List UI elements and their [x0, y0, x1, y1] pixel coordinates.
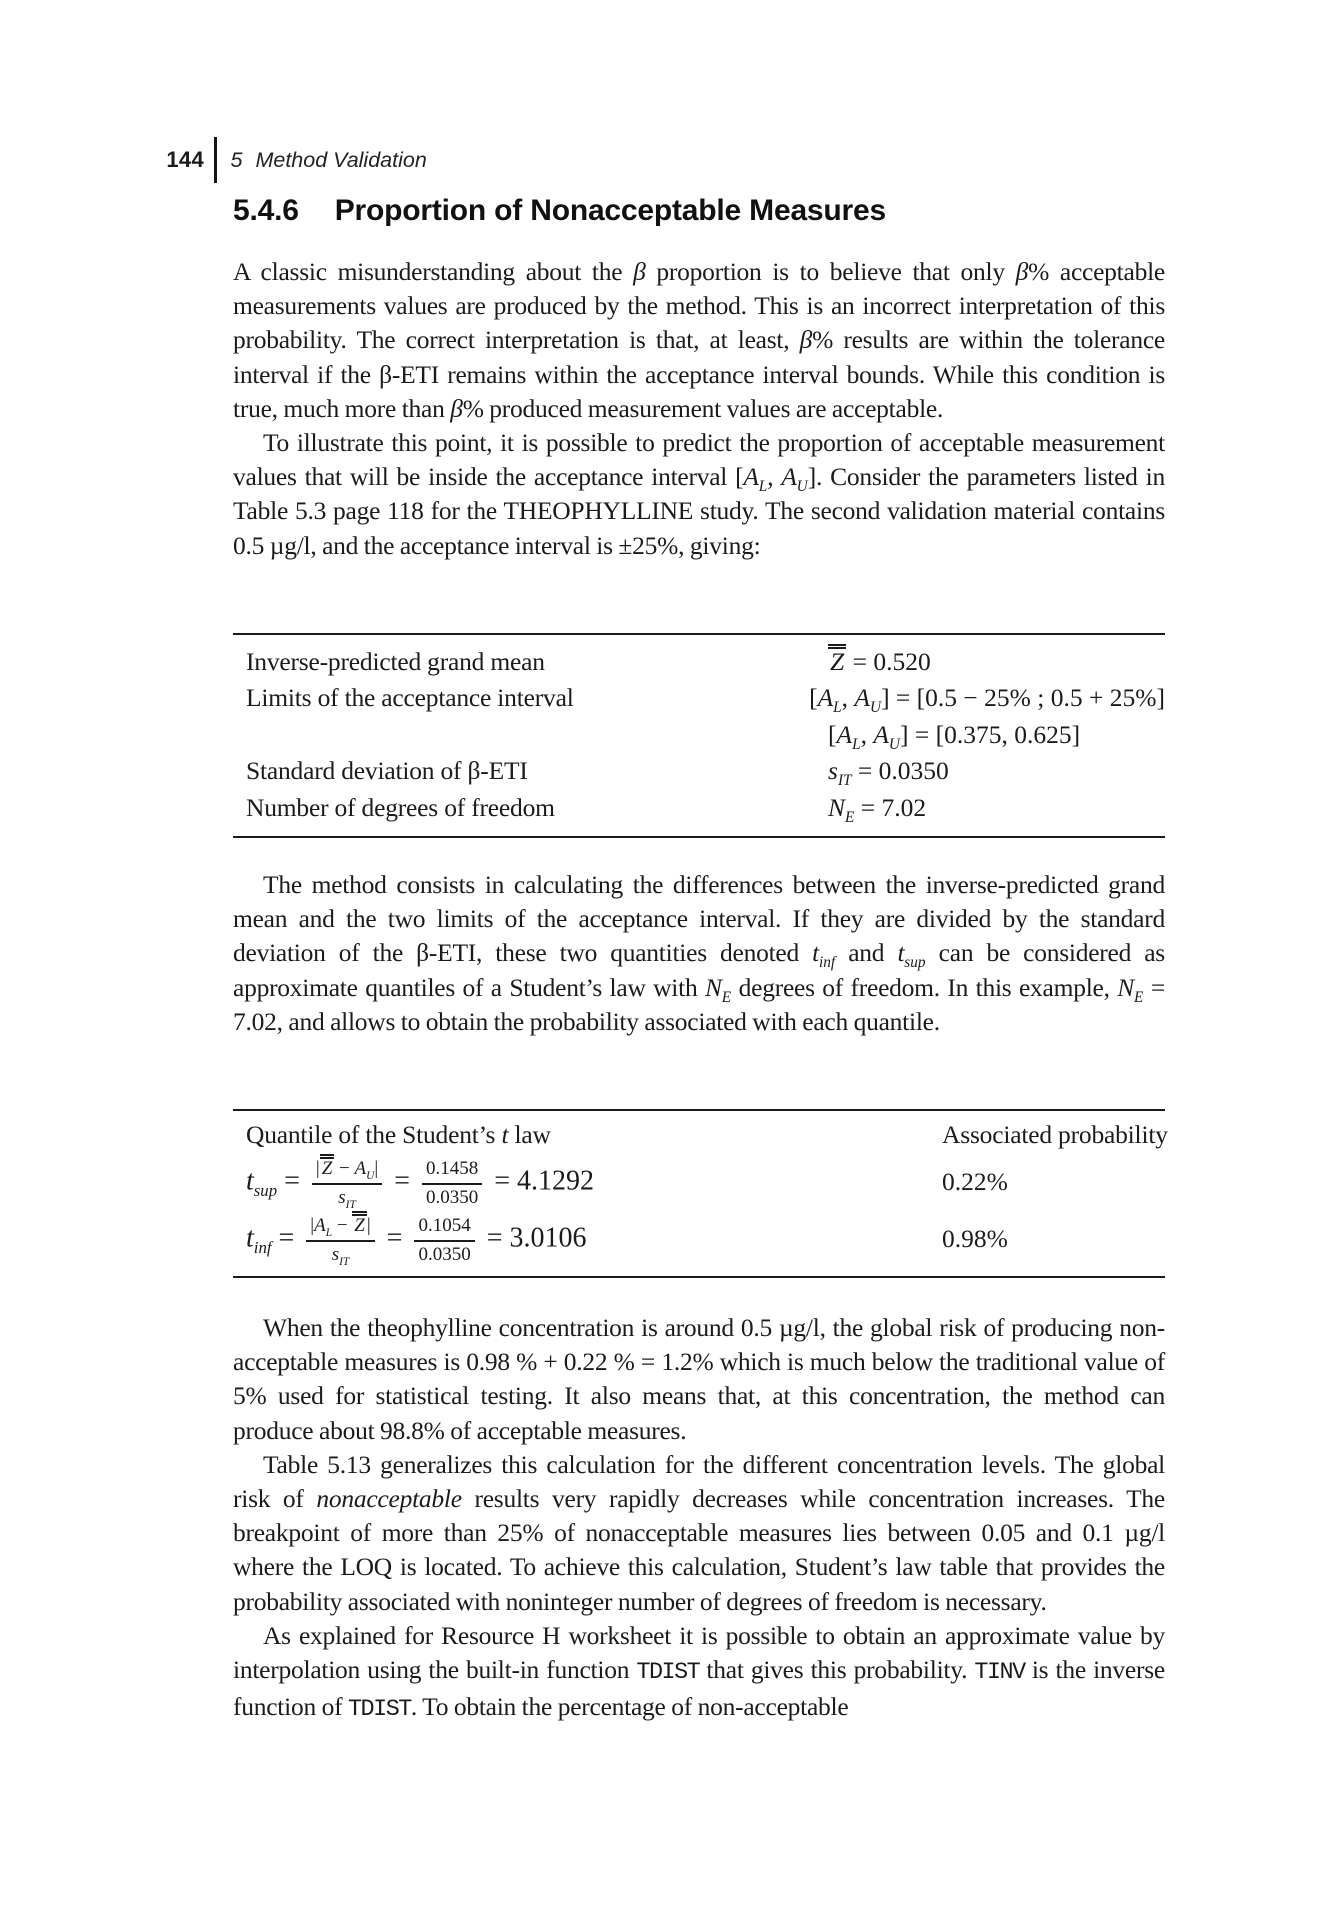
row-label: Inverse-predicted grand mean — [246, 647, 545, 676]
quantiles-table — [233, 1109, 1168, 1278]
section-title: Proportion of Nonacceptable Measures — [334, 194, 886, 227]
section-number: 5.4.6 — [233, 194, 299, 227]
parameters-table — [233, 633, 1165, 838]
paragraph: A classic misunderstanding about the β proportion is to believe that only β% acceptable measurements values are produced by the method. This is an incorrect interpretation of this probability. The correct interpretation is that, at least, β% results are within the tolerance interval if the β-ETI remains within the acceptance interval bounds. While this condition is true, much more than β% produced measurement values are acceptable. — [233, 257, 1165, 423]
running-header — [166, 137, 427, 183]
probability-value: 0.22% — [942, 1166, 1008, 1196]
row-label: Number of degrees of freedom — [246, 792, 555, 822]
row-value: [$A_L$, $A_U] = [0.5 - 25\%$ ; 0.5 + 25%] — [809, 683, 1165, 717]
row-value: $s_{IT} = 0.0350$ — [828, 756, 949, 790]
paragraph-block-discussion — [233, 1311, 1165, 1727]
table-row — [233, 790, 1165, 826]
row-value: Z = 0.520 — [828, 644, 1165, 680]
paragraph: When the theophylline concentration is around 0.5 µg/l, the global risk of producing non-acceptable measures is 0.98 % + 0.22 % = 1.2% which is much below the traditional value of 5% used for statistical testing. It also means that, at this concentration, the method can produce about 98.8% of acceptable measures. — [233, 1313, 1165, 1445]
page-number: 144 — [166, 147, 204, 172]
table-row — [233, 1153, 1165, 1210]
row-label: Standard deviation of β-ETI — [246, 756, 528, 786]
row-value: $N_E = 7.02$ — [828, 792, 927, 826]
probability-value: 0.98% — [942, 1223, 1008, 1253]
column-header-quantile: Quantile of the Student’s t law — [246, 1120, 551, 1149]
paragraph-block-intro — [233, 255, 1165, 563]
column-header-probability: Associated probability — [942, 1120, 1168, 1149]
paragraph: Table 5.13 generalizes this calculation for the different concentration levels. The global risk of nonacceptable results very rapidly decreases while concentration increases. The breakpoint of more than 25% of nonacceptable measures lies between 0.05 and 0.1 µg/l where the LOQ is located. To achieve this calculation, Student’s law table that provides the probability associated with noninteger number of degrees of freedom is necessary. — [233, 1449, 1165, 1616]
section-heading — [233, 194, 886, 228]
table-row — [233, 753, 1165, 789]
formula-tinf: $t_{inf}$ = $\frac{|A_L - Z |}{s_{IT}}$ = $\frac{0.1054}{0.0350}$ = 3.0106 — [233, 1209, 942, 1267]
table-row — [233, 717, 1165, 753]
row-label: Limits of the acceptance interval — [246, 683, 574, 713]
paragraph: To illustrate this point, it is possible to predict the proportion of acceptable measurement values that will be inside the acceptance interval [$A_L$, $A_U$]. Consider the parameters listed in Table 5.3 page 118 for the THEOPHYLLINE study. The second validation material contains 0.5 µg/l, and the acceptance interval is ±25%, giving: — [233, 428, 1166, 560]
header-divider — [214, 137, 217, 183]
formula-tsup: $t_{sup}$ = $\frac{| Z - A_U|}{s_{IT}}$ = $\frac{0.1458}{0.0350}$ = 4.1292 — [233, 1152, 942, 1210]
table-row — [233, 680, 1165, 716]
chapter-title: Method Validation — [255, 147, 427, 172]
row-value: [$A_L$, $A_U] = [0.375$, 0.625] — [828, 719, 1081, 753]
table-row — [233, 644, 1165, 680]
paragraph-block-method — [233, 868, 1165, 1039]
chapter-number: 5 — [230, 147, 243, 172]
row-label — [233, 717, 828, 753]
table-row — [233, 1210, 1165, 1267]
table-header-row — [233, 1117, 1168, 1153]
paragraph: As explained for Resource H worksheet it is possible to obtain an approximate value by interpolation using the built-in function TDIST that gives this probability. TINV is the inverse function of TDIST. To obtain the percentage of non-acceptable — [233, 1620, 1165, 1724]
chapter-header — [231, 148, 427, 173]
paragraph: The method consists in calculating the differences between the inverse-predicted grand mean and the two limits of the acceptance interval. If they are divided by the standard deviation of the β-ETI, these two quantities denoted $t_{inf}$ and $t_{sup}$ can be considered as approximate quantiles of a Student’s law with $N_E$ degrees of freedom. In this example, $N_E = 7.02$, and allows to obtain the probability associated with each quantile. — [233, 870, 1166, 1036]
